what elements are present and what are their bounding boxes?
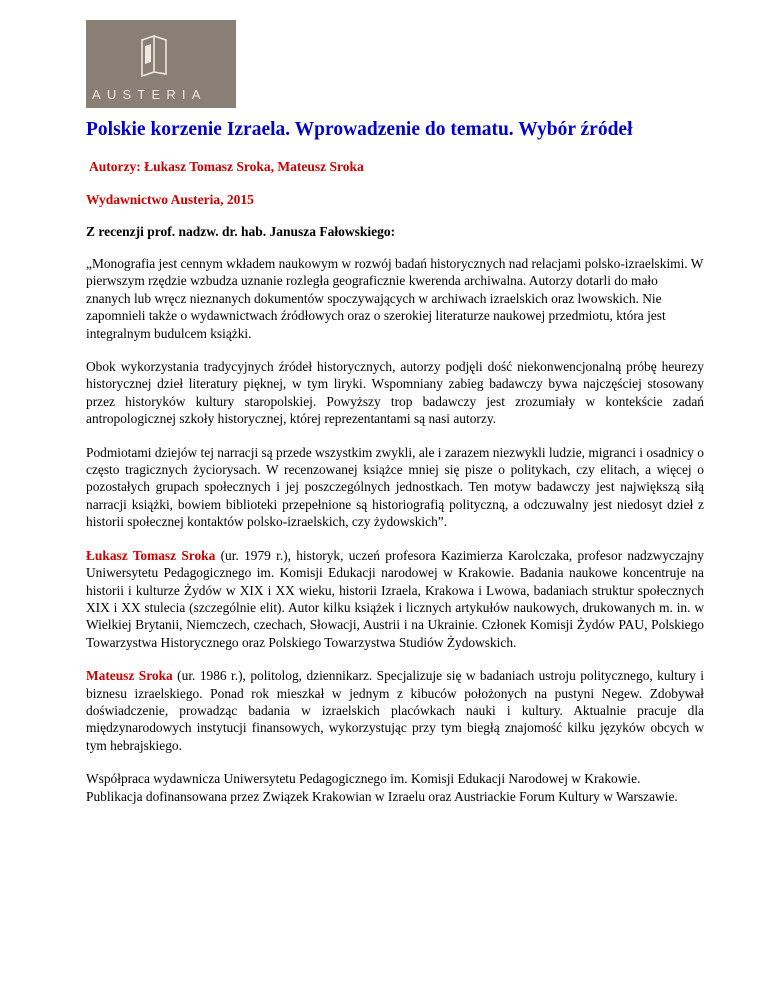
document-body xyxy=(86,118,704,805)
footer-funding: Publikacja dofinansowana przez Związek Krakowian w Izraelu oraz Austriackie Forum Kultury w Warszawie. xyxy=(86,788,678,804)
bio-lukasz xyxy=(86,547,704,651)
logo-text: AUSTERIA xyxy=(92,87,207,102)
publisher-logo xyxy=(86,20,236,108)
bio-mateusz xyxy=(86,667,704,754)
review-paragraph-3: Podmiotami dziejów tej narracji są przede wszystkim zwykli, ale i zarazem niezwykli ludzie, migranci i osadnicy o często tragicznych życiorysach. W recenzowanej książce mniej się pisze o politykach, czy elitach, a więcej o pozostałych grupach społecznych i jej poszczególnych jednostkach. Ten motyw badawczy jest największą siłą narracji książki, bowiem biblioteki przepełnione są historiografią polityczną, a odczuwalny jest niedosyt dzieł z historii społecznej kontaktów polsko-izraelskich, czy żydowskich”. xyxy=(86,444,704,530)
review-paragraph-1: „Monografia jest cennym wkładem naukowym w rozwój badań historycznych nad relacjami polsko-izraelskimi. W pierwszym rzędzie wzbudza uznanie rozległa geograficznie kwerenda archiwalna. Autorzy dotarli do mało znanych lub wręcz nieznanych dokumentów spoczywających w archiwach izraelskich oraz lwowskich. Nie zapomnieli także o wydawnictwach źródłowych oraz o szerokiej literaturze naukowej przedmiotu, która jest integralnym budulcem książki. xyxy=(86,256,704,341)
book-icon xyxy=(134,32,184,78)
footer-note xyxy=(86,770,704,805)
bio-lukasz-text: (ur. 1979 r.), historyk, uczeń profesora Kazimierza Karolczaka, profesor nadzwyczajny Uniwersytetu Pedagogicznego im. Komisji Edukacji narodowej w Krakowie. Badania naukowe koncentruje na historii i kulturze Żydów w XIX i XX wieku, historii Izraela, Krakowa i Lwowa, badaniach struktur społecznych XIX i XX stulecia (szczególnie elit). Autor kilku książek i licznych artykułów naukowych, drukowanych m. in. w Wielkiej Brytanii, Niemczech, czechach, Słowacji, Austrii i na Ukrainie. Członek Komisji Żydów PAU, Polskiego Towarzystwa Historycznego oraz Polskiego Towarzystwa Studiów Żydowskich. xyxy=(86,547,704,650)
review-paragraph-2: Obok wykorzystania tradycyjnych źródeł historycznych, autorzy podjęli dość niekonwencjonalną próbę heurezy historycznej dzieł literatury pięknej, w tym liryki. Wspomniany zabieg badawczy bywa najczęściej stosowany przez historyków kultury staropolskiej. Powyższy trop badawczy jest zrozumiały w kontekście zadań antropologicznej szkoły historycznej, której reprezentantami są nasi autorzy. xyxy=(86,359,704,427)
footer-cooperation: Współpraca wydawnicza Uniwersytetu Pedagogicznego im. Komisji Edukacji Narodowej w Krakowie. xyxy=(86,771,641,787)
authors-line: Autorzy: Łukasz Tomasz Sroka, Mateusz Sroka xyxy=(89,159,364,174)
author-name-lukasz: Łukasz Tomasz Sroka xyxy=(86,547,216,563)
publisher-line: Wydawnictwo Austeria, 2015 xyxy=(86,192,254,207)
page-title: Polskie korzenie Izraela. Wprowadzenie do tematu. Wybór źródeł xyxy=(86,119,633,140)
bio-mateusz-text: (ur. 1986 r.), politolog, dziennikarz. Specjalizuje się w badaniach ustroju politycznego, kultury i biznesu izraelskiego. Ponad rok mieszkał w jednym z kibuców położonych na pustyni Negew. Zdobywał doświadczenie, prowadząc badania w izraelskich placówkach nauki i kultury. Aktualnie pracuje dla międzynarodowych instytucji finansowych, wykorzystując przy tym biegłą znajomość kilku języków obcych w tym hebrajskiego. xyxy=(86,668,704,753)
author-name-mateusz: Mateusz Sroka xyxy=(86,668,173,684)
review-heading: Z recenzji prof. nadzw. dr. hab. Janusza Fałowskiego: xyxy=(86,224,396,239)
